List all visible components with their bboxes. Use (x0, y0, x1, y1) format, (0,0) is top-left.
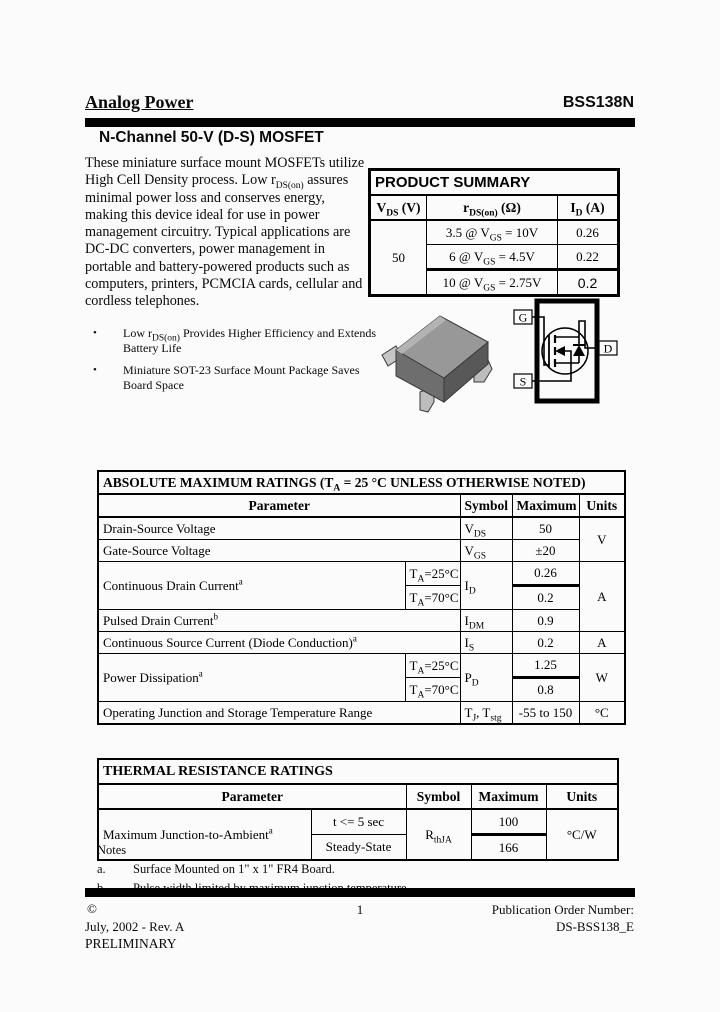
abs-max-header-row (98, 494, 625, 517)
id-value: 0.26 (558, 220, 619, 245)
sot23-package-image (374, 300, 502, 422)
condition-cell: t <= 5 sec (311, 809, 406, 835)
maximum-cell: 0.9 (512, 610, 579, 632)
header-parameter: Parameter (98, 494, 460, 517)
table-row (98, 517, 625, 540)
note-a-label: a. (97, 862, 106, 876)
feature-subscript: DS(on) (152, 333, 180, 344)
parameter-cell: Operating Junction and Storage Temperature Range (98, 702, 460, 725)
note-item-a (97, 862, 407, 877)
maximum-cell: 50 (512, 517, 579, 540)
notes-label: Notes (97, 843, 127, 857)
description-subscript: DS(on) (275, 181, 304, 192)
copyright-icon: © (87, 901, 97, 916)
source-arrow (555, 346, 565, 356)
symbol-cell: $P_D$ (460, 654, 512, 702)
thermal-title-row (98, 759, 618, 784)
units-cell: A (579, 632, 625, 654)
drain-label: D (603, 341, 613, 356)
table-row (98, 540, 625, 562)
id-value: 0.2 (558, 270, 619, 296)
vds-value: 50 (370, 220, 427, 296)
units-cell: °C (579, 702, 625, 725)
units-cell: A (579, 562, 625, 632)
header-maximum: Maximum (512, 494, 579, 517)
symbol-cell: $I_S$ (460, 632, 512, 654)
symbol-cell: $I_{DM}$ (460, 610, 512, 632)
maximum-cell: 1.25 (512, 654, 579, 678)
table-row (370, 220, 619, 245)
description-text-cont: assures minimal power loss and conserves energy, making this device ideal for use in power management circuitry. Typical applications are DC-DC converters, power management in portable and battery-powered products such as computers, printers, PCMCIA cards, cellular and cordless telephones. (85, 172, 363, 310)
header-symbol: Symbol (406, 784, 471, 809)
rds-condition: 3.5 @ $V_{GS} = 10V$ (427, 220, 558, 245)
absolute-maximum-ratings-table (97, 470, 626, 725)
bullet-icon: • (93, 327, 97, 339)
condition-cell: $T_A=70^\circ C$ (405, 586, 460, 610)
company-name: Analog Power (85, 92, 194, 112)
table-row (98, 632, 625, 654)
col-header-vds: $V_{DS}$ (V) (370, 195, 427, 220)
revision-date: July, 2002 - Rev. A (85, 919, 185, 934)
maximum-cell: 166 (471, 835, 546, 861)
abs-max-title: ABSOLUTE MAXIMUM RATINGS ($T_A = 25$ °C UNLESS OTHERWISE NOTED) (98, 471, 625, 494)
maximum-cell: 100 (471, 809, 546, 835)
publication-order-label: Publication Order Number: (491, 902, 634, 917)
source-label: S (519, 374, 527, 389)
units-cell: °C/W (546, 809, 618, 860)
note-a-text: Surface Mounted on 1" x 1" FR4 Board. (133, 862, 335, 876)
publication-order-number: DS-BSS138_E (555, 919, 634, 934)
maximum-cell: 0.8 (512, 678, 579, 702)
table-row (98, 809, 618, 835)
maximum-cell: ±20 (512, 540, 579, 562)
table-row (98, 610, 625, 632)
preliminary-status: PRELIMINARY (85, 936, 177, 951)
parameter-cell: Power Dissipation$^a$ (98, 654, 405, 702)
feature-item (85, 326, 377, 356)
thermal-header-row (98, 784, 618, 809)
feature-text-post: Provides Higher Efficiency and Extends Battery Life (123, 326, 377, 355)
page-number: 1 (356, 902, 364, 917)
drain-wire (555, 321, 599, 348)
condition-cell: Steady-State (311, 835, 406, 861)
feature-text-pre: Low r (123, 326, 152, 340)
table-row (98, 654, 625, 678)
maximum-cell: 0.2 (512, 632, 579, 654)
symbol-cell: $V_{DS}$ (460, 517, 512, 540)
parameter-cell: Continuous Drain Current$^a$ (98, 562, 405, 610)
header-symbol: Symbol (460, 494, 512, 517)
symbol-cell: $I_D$ (460, 562, 512, 610)
product-summary-table (368, 168, 620, 297)
page-title: N-Channel 50-V (D-S) MOSFET (99, 129, 324, 146)
feature-text (123, 326, 377, 356)
condition-cell: $T_A=70^\circ C$ (405, 678, 460, 702)
symbol-cell: $T_J$, $T_{stg}$ (460, 702, 512, 725)
condition-cell: $T_A=25^\circ C$ (405, 562, 460, 586)
table-row (98, 702, 625, 725)
header-maximum: Maximum (471, 784, 546, 809)
symbol-cell: $V_{GS}$ (460, 540, 512, 562)
id-value: 0.22 (558, 245, 619, 270)
maximum-cell: -55 to 150 (512, 702, 579, 725)
units-cell: W (579, 654, 625, 702)
feature-text: Miniature SOT-23 Surface Mount Package Saves Board Space (123, 363, 360, 392)
bullet-icon: • (93, 364, 97, 376)
rds-condition: 6 @ $V_{GS} = 4.5V$ (427, 245, 558, 270)
description-paragraph (85, 155, 367, 311)
feature-item (85, 363, 377, 393)
header-divider-bar (85, 118, 635, 127)
maximum-cell: 0.26 (512, 562, 579, 586)
footer-divider-bar (85, 888, 635, 897)
col-header-rds: $r_{DS(on)}$ (Ω) (427, 195, 558, 220)
parameter-cell: Drain-Source Voltage (98, 517, 460, 540)
feature-list (85, 326, 377, 400)
rds-condition: 10 @ $V_{GS} = 2.75V$ (427, 270, 558, 296)
body-diode-triangle (573, 345, 585, 356)
header-parameter: Parameter (98, 784, 406, 809)
part-number: BSS138N (562, 94, 634, 111)
parameter-cell: Maximum Junction-to-Ambient$^a$ (98, 809, 311, 860)
parameter-cell: Continuous Source Current (Diode Conduction)$^a$ (98, 632, 460, 654)
product-summary-title-row (370, 170, 619, 196)
units-cell: V (579, 517, 625, 562)
header-units: Units (546, 784, 618, 809)
mosfet-symbol-diagram (501, 293, 623, 421)
abs-max-title-row (98, 471, 625, 494)
condition-cell: $T_A=25^\circ C$ (405, 654, 460, 678)
description-text: These miniature surface mount MOSFETs utilize High Cell Density process. Low r (85, 155, 365, 189)
table-row (98, 562, 625, 586)
product-summary-header-row (370, 195, 619, 220)
thermal-title: THERMAL RESISTANCE RATINGS (98, 759, 618, 784)
col-header-id: $I_D$ (A) (558, 195, 619, 220)
product-summary-title: PRODUCT SUMMARY (370, 170, 619, 196)
parameter-cell: Gate-Source Voltage (98, 540, 460, 562)
parameter-cell: Pulsed Drain Current$^b$ (98, 610, 460, 632)
maximum-cell: 0.2 (512, 586, 579, 610)
header-units: Units (579, 494, 625, 517)
symbol-cell: $R_{thJA}$ (406, 809, 471, 860)
gate-label: G (518, 310, 528, 325)
